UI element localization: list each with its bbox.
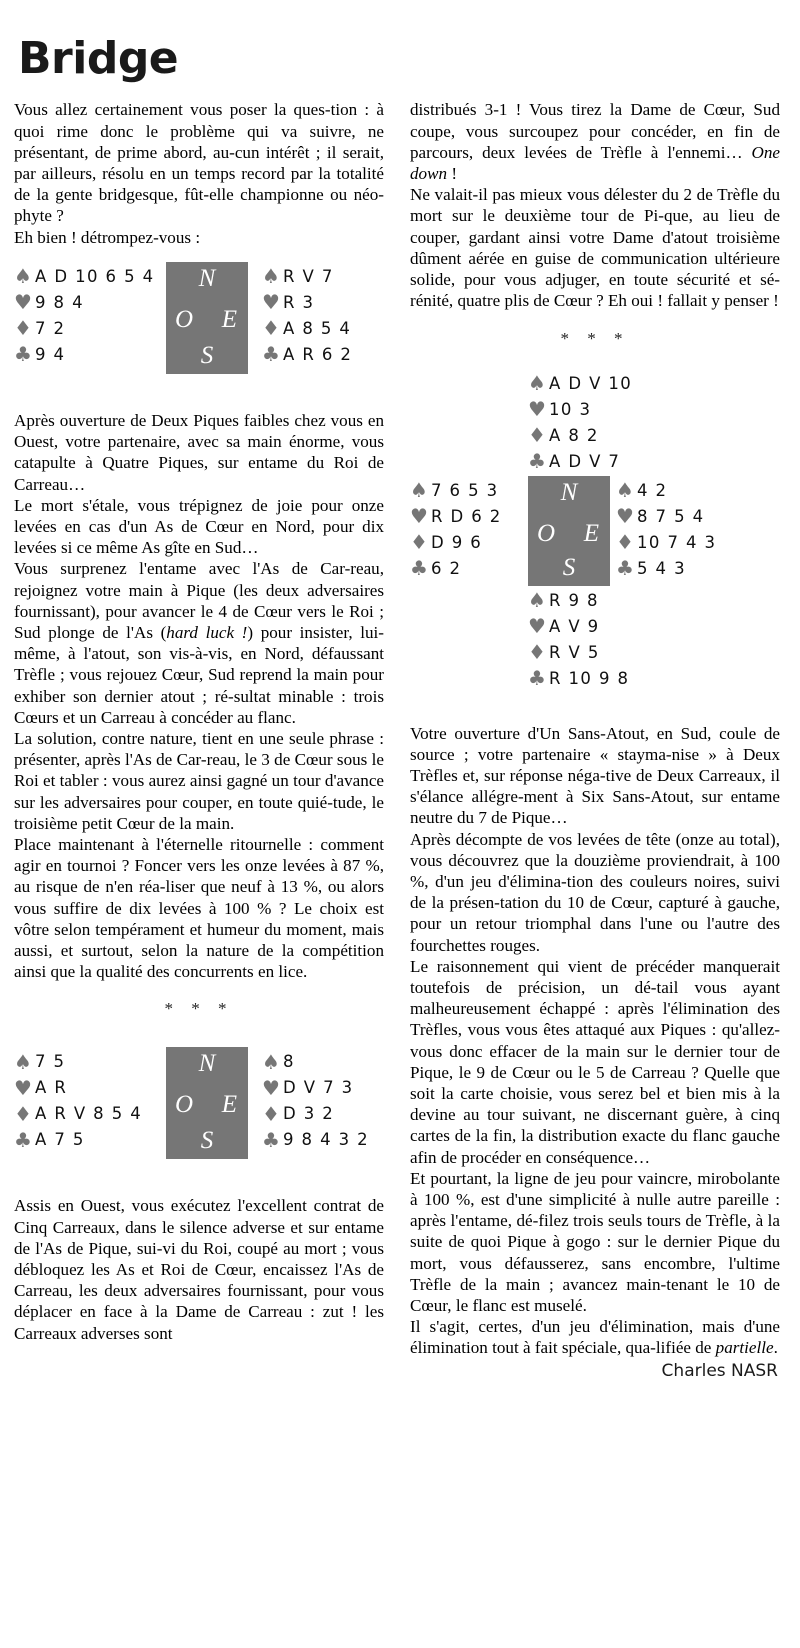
two-column-layout bbox=[14, 99, 786, 1380]
deal3-west-hearts: A R bbox=[35, 1078, 68, 1098]
deal2-south-clubs: R 10 9 8 bbox=[549, 668, 630, 688]
compass-west-label: O bbox=[175, 1091, 194, 1119]
paragraph-right-1-part-b: ! bbox=[447, 164, 458, 184]
deal3-west-spades-row bbox=[14, 1049, 154, 1074]
deal3-west-clubs: A 7 5 bbox=[35, 1130, 85, 1150]
spade-icon: ♠ bbox=[616, 478, 634, 502]
deal2-north-hearts: 10 3 bbox=[549, 399, 592, 419]
paragraph-right-5: Le raisonnement qui vient de précéder manquerait toutefois de précision, un dé-tail vous ayant malheureusement échappé : après l'élimination des Trèfles, vous vous êtes attaqué aux Piques : qu'allez-vous donc effacer de la main sur le dernier tour de Pique, le 9 de Cœur ou le 5 de Carreau ? Quelle que soit la carte choisie, vous serez bel et bien mis à la devine au tour suivant, ne discernant guère, à cinq cartes de la fin, la distribution exacte du flanc gauche afin de procéder en conséquence… bbox=[410, 956, 780, 1167]
deal3-east-clubs-row bbox=[262, 1127, 369, 1152]
compass-west-label: O bbox=[537, 519, 556, 547]
diamond-icon: ♦ bbox=[528, 423, 546, 447]
deal1-west-hearts-row bbox=[14, 290, 154, 315]
deal2-north-hearts-row bbox=[528, 397, 780, 422]
deal3-east-diamonds: D 3 2 bbox=[283, 1104, 335, 1124]
deal2-south-spades: R 9 8 bbox=[549, 590, 599, 610]
deal1-east-spades-row bbox=[262, 264, 352, 289]
spade-icon: ♠ bbox=[262, 264, 280, 289]
deal2-west-spades: 7 6 5 3 bbox=[431, 480, 499, 500]
deal2-east-hand bbox=[610, 476, 716, 581]
deal3-east-hand bbox=[262, 1047, 369, 1152]
deal1-compass-box bbox=[166, 262, 248, 374]
deal2-south-diamonds: R V 5 bbox=[549, 642, 600, 662]
deal3-west-diamonds: A R V 8 5 4 bbox=[35, 1104, 143, 1124]
heart-icon: ♥ bbox=[528, 397, 546, 421]
deal1-east-diamonds-row bbox=[262, 316, 352, 341]
deal2-west-clubs: 6 2 bbox=[431, 558, 462, 578]
deal2-east-diamonds-row bbox=[616, 530, 716, 555]
heart-icon: ♥ bbox=[262, 1075, 280, 1100]
paragraph-right-1 bbox=[410, 99, 780, 184]
article-page bbox=[0, 29, 800, 1648]
club-icon: ♣ bbox=[528, 666, 546, 690]
paragraph-right-1-part-a: distribués 3-1 ! Vous tirez la Dame de Cœur, Sud coupe, vous surcoupez pour concéder, en fin de parcours, deux levées de Trèfle à l'ennemi… bbox=[410, 100, 780, 162]
spade-icon: ♠ bbox=[528, 588, 546, 612]
deal3-east-hearts-row bbox=[262, 1075, 369, 1100]
club-icon: ♣ bbox=[262, 1127, 280, 1152]
deal3-west-clubs-row bbox=[14, 1127, 154, 1152]
compass-south-label: S bbox=[200, 341, 214, 369]
heart-icon: ♥ bbox=[14, 290, 32, 315]
heart-icon: ♥ bbox=[262, 290, 280, 315]
section-separator-right: * * * bbox=[560, 328, 630, 348]
deal2-west-hearts-row bbox=[410, 504, 528, 529]
compass-east-label: E bbox=[583, 519, 599, 547]
paragraph-left-3-part-a: Vous surprenez l'entame avec l'As de Car-reau, rejoignez votre main à Pique (les deux adversaires fournissant), pour avancer le 4 de Cœur vers le Roi ; Sud plonge de l'As ( bbox=[14, 559, 384, 642]
deal2-north-diamonds: A 8 2 bbox=[549, 425, 599, 445]
spade-icon: ♠ bbox=[14, 264, 32, 289]
paragraph-right-7-italic: partielle bbox=[715, 1338, 774, 1358]
deal2-north-spades: A D V 10 bbox=[549, 373, 633, 393]
left-column bbox=[14, 99, 384, 1343]
compass-south-label: S bbox=[200, 1127, 214, 1155]
deal2-east-spades-row bbox=[616, 478, 716, 503]
compass-north-label: N bbox=[560, 478, 578, 506]
deal2-west-diamonds: D 9 6 bbox=[431, 532, 483, 552]
club-icon: ♣ bbox=[14, 1127, 32, 1152]
deal2-east-diamonds: 10 7 4 3 bbox=[637, 532, 717, 552]
club-icon: ♣ bbox=[528, 449, 546, 473]
paragraph-right-7-part-a: Il s'agit, certes, d'un jeu d'élimination, mais d'une élimination tout à fait spéciale, qua-lifiée de bbox=[410, 1317, 780, 1358]
paragraph-left-3 bbox=[14, 558, 384, 728]
deal3-east-diamonds-row bbox=[262, 1101, 369, 1126]
deal1-east-clubs: A R 6 2 bbox=[283, 344, 353, 364]
spade-icon: ♠ bbox=[262, 1049, 280, 1074]
club-icon: ♣ bbox=[14, 342, 32, 367]
deal1-east-hearts-row bbox=[262, 290, 352, 315]
deal1-west-hand bbox=[14, 262, 154, 367]
paragraph-left-4: La solution, contre nature, tient en une seule phrase : présenter, après l'As de Car-reau, le 3 de Cœur sous le Roi et tabler : vous aurez ainsi gagné un tour d'avance sur les adversaires pour couper, en toute quié-tude, le troisième petit Cœur de la main. bbox=[14, 728, 384, 833]
deal1-east-diamonds: A 8 5 4 bbox=[283, 318, 352, 338]
compass-south-label: S bbox=[562, 553, 576, 581]
deal2-south-spades-row bbox=[528, 588, 780, 613]
deal2-middle-row bbox=[410, 476, 780, 586]
deal3-compass-box bbox=[166, 1047, 248, 1159]
deal-diagram-2 bbox=[410, 363, 780, 697]
diamond-icon: ♦ bbox=[14, 316, 32, 341]
deal1-west-spades: A D 10 6 5 4 bbox=[35, 266, 155, 286]
deal2-east-hearts-row bbox=[616, 504, 716, 529]
paragraph-right-4: Après décompte de vos levées de tête (onze au total), vous découvrez que la douzième proviendrait, à 100 %, d'un jeu d'élimina-tion des couleurs noires, suivi de la présen-tation du 10 de Cœur, capturé à gauche, pour un retour triomphal dans l'une ou l'autre des fourchettes rouges. bbox=[410, 829, 780, 955]
deal1-west-clubs-row bbox=[14, 342, 154, 367]
author-byline: Charles NASR bbox=[661, 1360, 778, 1381]
deal1-west-hearts: 9 8 4 bbox=[35, 292, 84, 312]
compass-north-label: N bbox=[198, 1050, 216, 1078]
deal2-south-clubs-row bbox=[528, 666, 780, 691]
paragraph-left-3-part-b: ) pour insister, lui-même, à l'atout, son vis-à-vis, en Nord, défaussant Trèfle ; vous rejouez Cœur, Sud reprend la main pour exhiber son dernier atout ; ré-sultat minable : trois Cœurs et un Carreau à concéder au flanc. bbox=[14, 622, 384, 727]
heart-icon: ♥ bbox=[528, 614, 546, 638]
compass-north-label: N bbox=[198, 264, 216, 292]
paragraph-intro: Vous allez certainement vous poser la ques-tion : à quoi rime donc le problème qui va suivre, ne présentant, de prime abord, au-cun intérêt ; il serait, par ailleurs, résolu en un temps record par la totalité de la gente bridgesque, fût-elle championne ou néo-phyte ? Eh bien ! détrompez-vous : bbox=[14, 100, 384, 247]
deal2-north-diamonds-row bbox=[528, 423, 780, 448]
diamond-icon: ♦ bbox=[262, 1101, 280, 1126]
diamond-icon: ♦ bbox=[262, 316, 280, 341]
deal2-east-spades: 4 2 bbox=[637, 480, 668, 500]
deal2-north-spades-row bbox=[528, 371, 780, 396]
compass-east-label: E bbox=[221, 305, 237, 333]
compass-east-label: E bbox=[221, 1091, 237, 1119]
deal2-east-clubs: 5 4 3 bbox=[637, 558, 686, 578]
deal2-east-hearts: 8 7 5 4 bbox=[637, 506, 705, 526]
paragraph-right-7 bbox=[410, 1316, 780, 1358]
deal3-east-spades: 8 bbox=[283, 1052, 295, 1072]
left-spacer-after-deal3 bbox=[14, 1169, 384, 1195]
diamond-icon: ♦ bbox=[616, 530, 634, 554]
deal-diagram-1 bbox=[14, 248, 384, 384]
deal3-east-spades-row bbox=[262, 1049, 369, 1074]
deal1-west-clubs: 9 4 bbox=[35, 344, 66, 364]
deal2-west-hearts: R D 6 2 bbox=[431, 506, 502, 526]
heart-icon: ♥ bbox=[14, 1075, 32, 1100]
paragraph-right-1-italic: One down bbox=[410, 142, 780, 184]
heart-icon: ♥ bbox=[616, 504, 634, 528]
deal3-west-hearts-row bbox=[14, 1075, 154, 1100]
deal2-west-spades-row bbox=[410, 478, 528, 503]
deal3-east-clubs: 9 8 4 3 2 bbox=[283, 1130, 370, 1150]
deal1-west-diamonds: 7 2 bbox=[35, 318, 66, 338]
deal2-north-hand bbox=[528, 371, 780, 474]
left-spacer-after-deal1 bbox=[14, 384, 384, 410]
deal2-south-hand bbox=[528, 588, 780, 691]
deal2-south-hearts-row bbox=[528, 614, 780, 639]
deal1-east-hand bbox=[262, 262, 352, 367]
deal1-east-hearts: R 3 bbox=[283, 292, 315, 312]
diamond-icon: ♦ bbox=[528, 640, 546, 664]
deal2-south-hearts: A V 9 bbox=[549, 616, 600, 636]
spade-icon: ♠ bbox=[410, 478, 428, 502]
paragraph-right-3: Votre ouverture d'Un Sans-Atout, en Sud, coule de source ; votre partenaire « stayma-nise » à Deux Trèfles et, sur réponse néga-tive de Deux Carreaux, il s'élance allégre-ment à Six Sans-Atout, sur entame neutre du 7 de Pique… bbox=[410, 723, 780, 828]
right-column bbox=[410, 99, 780, 1380]
deal2-compass-box bbox=[528, 476, 610, 586]
paragraph-left-5: Place maintenant à l'éternelle ritournelle : comment agir en tournoi ? Foncer vers les onze levées à 87 %, au risque de n'en réa-liser que neuf à 13 %, ou alors vous suffire de dix levées à 100 % ? Le choix est vôtre selon tempérament et humeur du moment, mais aussi, et surtout, selon la nature de la compétition ainsi que la qualité des concurrents en lice. bbox=[14, 834, 384, 982]
deal2-west-hand bbox=[410, 476, 528, 581]
spade-icon: ♠ bbox=[528, 371, 546, 395]
page-title: Bridge bbox=[18, 33, 179, 85]
right-spacer-after-deal2 bbox=[410, 697, 780, 723]
deal2-north-clubs-row bbox=[528, 449, 780, 474]
deal3-west-hand bbox=[14, 1047, 154, 1152]
paragraph-left-2: Après ouverture de Deux Piques faibles chez vous en Ouest, votre partenaire, avec sa main énorme, vous catapulte à Quatre Piques, sur entame du Roi de Carreau… Le mort s'étale, vous trépignez de joie pour onze levées en cas d'un As de Cœur en Nord, pour dix levées si ce même As gîte en Sud… bbox=[14, 410, 384, 558]
deal2-west-diamonds-row bbox=[410, 530, 528, 555]
deal1-west-diamonds-row bbox=[14, 316, 154, 341]
section-separator-left: * * * bbox=[164, 999, 234, 1019]
spade-icon: ♠ bbox=[14, 1049, 32, 1074]
paragraph-right-6: Et pourtant, la ligne de jeu pour vaincre, mirobolante à 100 %, est d'une simplicité à nulle autre pareille : après l'entame, dé-filez trois seuls tours de Trèfle, à la suite de quoi Pique à gogo : sur le dernier Pique du mort, vous défausserez, sans encombre, l'ultime Trèfle de la main ; avancez main-tenant le 10 de Cœur, le flanc est muselé. bbox=[410, 1168, 780, 1315]
club-icon: ♣ bbox=[262, 342, 280, 367]
deal-diagram-3 bbox=[14, 1033, 384, 1169]
paragraph-right-7-part-b: . bbox=[773, 1338, 778, 1358]
deal1-west-spades-row bbox=[14, 264, 154, 289]
paragraph-left-6: Assis en Ouest, vous exécutez l'excellent contrat de Cinq Carreaux, dans le silence adverse et sur entame de l'As de Pique, sui-vi du Roi, coupé au mort ; vous débloquez les As et Roi de Cœur, encaissez l'As de Carreau, les deux adversaires fournissant, pour vous déplacer en face à la Dame de Carreau : zut ! les Carreaux adverses sont bbox=[14, 1196, 384, 1343]
club-icon: ♣ bbox=[616, 556, 634, 580]
deal1-east-clubs-row bbox=[262, 342, 352, 367]
deal3-west-spades: 7 5 bbox=[35, 1052, 66, 1072]
deal3-east-hearts: D V 7 3 bbox=[283, 1078, 354, 1098]
deal2-south-diamonds-row bbox=[528, 640, 780, 665]
deal1-east-spades: R V 7 bbox=[283, 266, 334, 286]
deal2-west-clubs-row bbox=[410, 556, 528, 581]
diamond-icon: ♦ bbox=[410, 530, 428, 554]
paragraph-right-2: Ne valait-il pas mieux vous délester du 2 de Trèfle du mort sur le deuxième tour de Pi-que, au lieu de couper, gardant ainsi votre Dame d'atout troisième dûment aérée en guise de communication ultérieure solide, pour vous adjuger, en toute sécurité et sé-rénité, quatre plis de Cœur ? Eh oui ! fallait y penser ! bbox=[410, 185, 780, 311]
diamond-icon: ♦ bbox=[14, 1101, 32, 1126]
compass-west-label: O bbox=[175, 305, 194, 333]
heart-icon: ♥ bbox=[410, 504, 428, 528]
club-icon: ♣ bbox=[410, 556, 428, 580]
deal2-north-clubs: A D V 7 bbox=[549, 451, 621, 471]
deal2-east-clubs-row bbox=[616, 556, 716, 581]
deal3-west-diamonds-row bbox=[14, 1101, 154, 1126]
paragraph-left-3-italic: hard luck ! bbox=[166, 622, 248, 642]
